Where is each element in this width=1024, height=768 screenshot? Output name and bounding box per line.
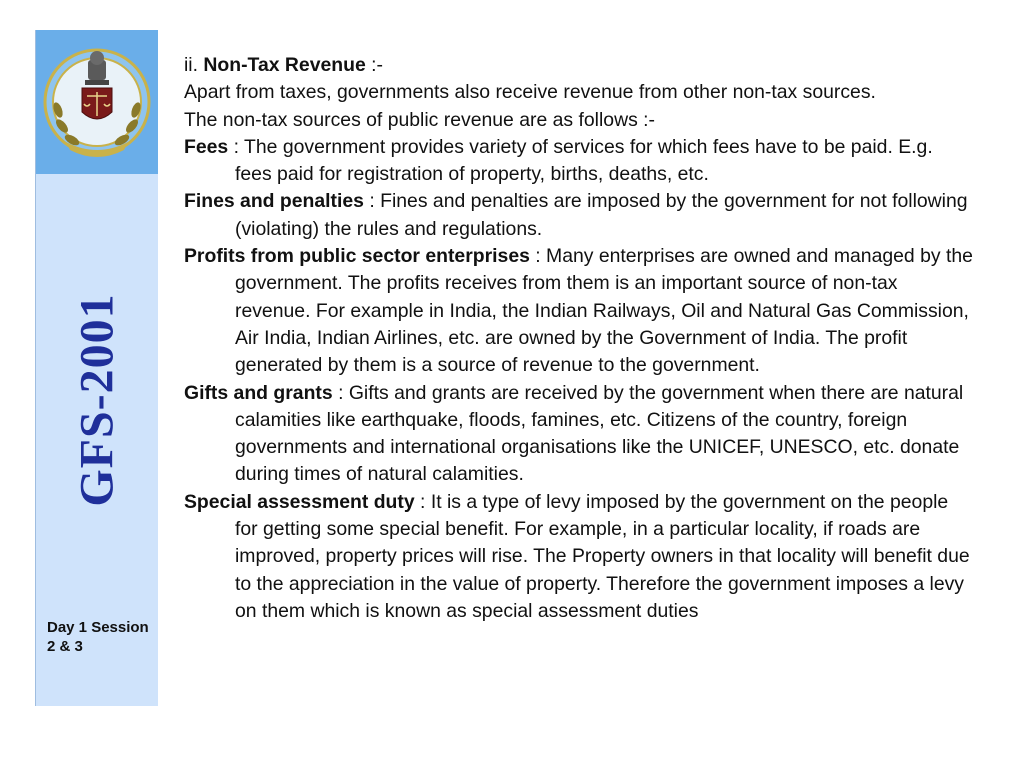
government-emblem-icon (36, 30, 158, 174)
heading-suffix: :- (365, 54, 383, 76)
sources-line: The non-tax sources of public revenue are as follows :- (184, 108, 655, 131)
list-item (184, 134, 974, 189)
section-heading (184, 52, 974, 79)
item-term: Fines and penalties (184, 190, 364, 213)
list-item (184, 188, 974, 243)
list-item (184, 380, 974, 489)
item-text: : It is a type of levy imposed by the government on the people for getting some special benefit. For example, in a particular locality, if roads are improved, property prices will rise. The Property owners in that locality will benefit due to the appreciation in the value of property. Therefore the government imposes a levy on them which is known as special assessment duties (235, 490, 970, 622)
heading-title: Non-Tax Revenue (203, 54, 366, 76)
item-text: : Fines and penalties are imposed by the government for not following (violating) the rules and regulations. (235, 190, 968, 240)
list-item (184, 243, 974, 379)
intro-paragraph: Apart from taxes, governments also receive revenue from other non-tax sources. (184, 81, 876, 104)
slide-content (184, 52, 974, 625)
list-item (184, 489, 974, 625)
session-label: Day 1 Session 2 & 3 (47, 619, 149, 655)
item-text: : The government provides variety of services for which fees have to be paid. E.g. fees paid for registration of property, births, deaths, etc. (228, 135, 933, 186)
item-term: Special assessment duty (184, 490, 415, 513)
sidebar-title: GFS-2001 (70, 293, 124, 507)
item-term: Gifts and grants (184, 381, 333, 404)
item-term: Fees (184, 135, 229, 158)
heading-prefix: ii. (184, 54, 204, 76)
item-text: : Gifts and grants are received by the government when there are natural calamities like earthquake, floods, famines, etc. Citizens of the country, foreign governments and international organisations like the UNICEF, UNESCO, etc. donate during times of natural calamities. (235, 381, 964, 486)
item-text: : Many enterprises are owned and managed by the government. The profits receives from them is an important source of non-tax revenue. For example in India, the Indian Railways, Oil and Natural Gas Commission, Air India, Indian Airlines, etc. are owned by the Government of India. The profit generated by them is a source of revenue to the government. (235, 245, 973, 377)
sidebar (35, 30, 158, 706)
item-term: Profits from public sector enterprises (184, 245, 530, 268)
emblem-panel (36, 30, 158, 174)
